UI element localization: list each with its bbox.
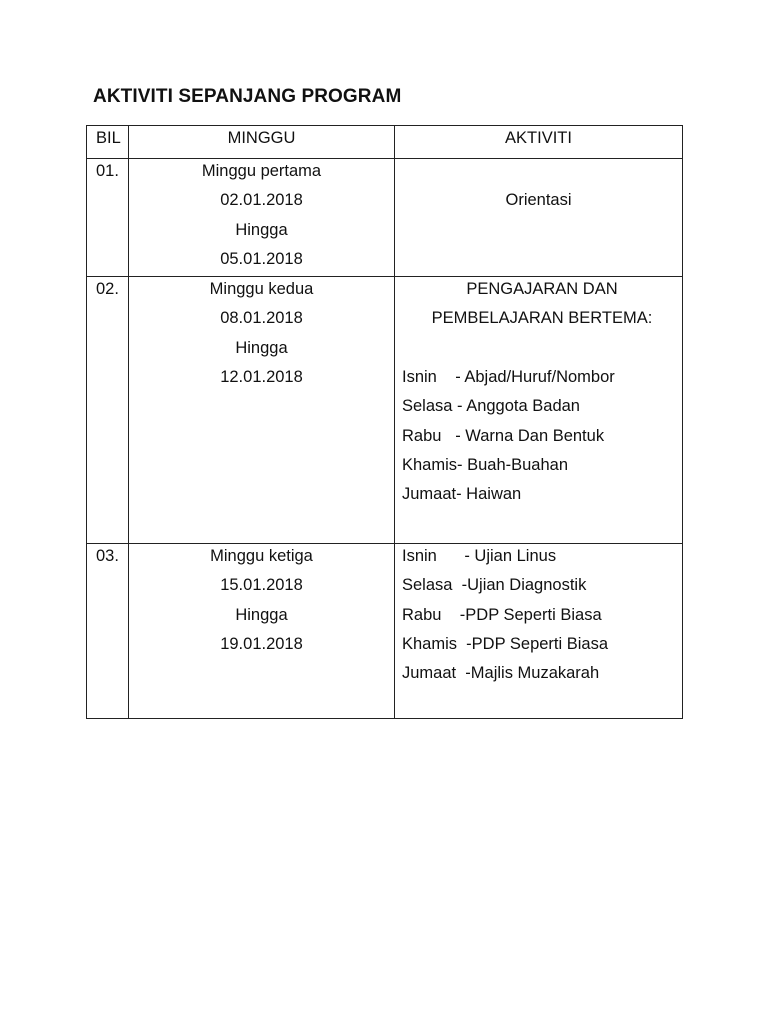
bil-value: 01. xyxy=(96,162,119,180)
row-minggu xyxy=(129,277,395,544)
minggu-line: 05.01.2018 xyxy=(220,249,303,268)
minggu-line: 15.01.2018 xyxy=(220,576,303,595)
aktiviti-item: Jumaat- Haiwan xyxy=(402,485,522,504)
aktiviti-item: Jumaat -Majlis Muzakarah xyxy=(402,664,600,683)
table-header-row xyxy=(87,126,683,159)
aktiviti-heading: PENGAJARAN DAN xyxy=(466,280,618,299)
minggu-line: Hingga xyxy=(235,338,288,357)
table-row xyxy=(87,159,683,277)
header-bil: BIL xyxy=(87,126,129,159)
minggu-line: 12.01.2018 xyxy=(220,368,303,387)
aktiviti-item: Isnin - Abjad/Huruf/Nombor xyxy=(402,368,615,387)
row-minggu xyxy=(129,159,395,277)
aktiviti-item: Selasa - Anggota Badan xyxy=(402,397,580,416)
row-bil xyxy=(87,277,129,544)
aktiviti-item: Rabu - Warna Dan Bentuk xyxy=(402,426,605,445)
aktiviti-item: Selasa -Ujian Diagnostik xyxy=(402,576,587,595)
minggu-line: Minggu pertama xyxy=(201,162,322,180)
minggu-line: Hingga xyxy=(235,220,288,239)
aktiviti-item: Khamis- Buah-Buahan xyxy=(402,455,569,474)
aktiviti-item: Isnin - Ujian Linus xyxy=(402,547,557,566)
minggu-line: 19.01.2018 xyxy=(220,635,303,654)
table-row xyxy=(87,277,683,544)
minggu-line: Minggu kedua xyxy=(209,280,314,299)
row-aktiviti xyxy=(395,544,683,719)
aktiviti-heading: PEMBELAJARAN BERTEMA: xyxy=(431,309,653,328)
minggu-line: Minggu ketiga xyxy=(210,547,313,566)
bil-value: 03. xyxy=(96,547,119,566)
row-bil xyxy=(87,159,129,277)
page-title: AKTIVITI SEPANJANG PROGRAM xyxy=(93,86,402,107)
minggu-line: Hingga xyxy=(235,605,288,624)
minggu-line: 08.01.2018 xyxy=(220,309,303,328)
row-minggu xyxy=(129,544,395,719)
header-aktiviti: AKTIVITI xyxy=(395,126,683,159)
activity-table xyxy=(86,125,683,719)
aktiviti-item: Khamis -PDP Seperti Biasa xyxy=(402,635,609,654)
minggu-line: 02.01.2018 xyxy=(220,191,303,210)
aktiviti-title: Orientasi xyxy=(505,191,572,210)
header-minggu: MINGGU xyxy=(129,126,395,159)
aktiviti-item: Rabu -PDP Seperti Biasa xyxy=(402,605,602,624)
row-bil xyxy=(87,544,129,719)
table-row xyxy=(87,544,683,719)
bil-value: 02. xyxy=(96,280,119,299)
row-aktiviti xyxy=(395,159,683,277)
row-aktiviti xyxy=(395,277,683,544)
